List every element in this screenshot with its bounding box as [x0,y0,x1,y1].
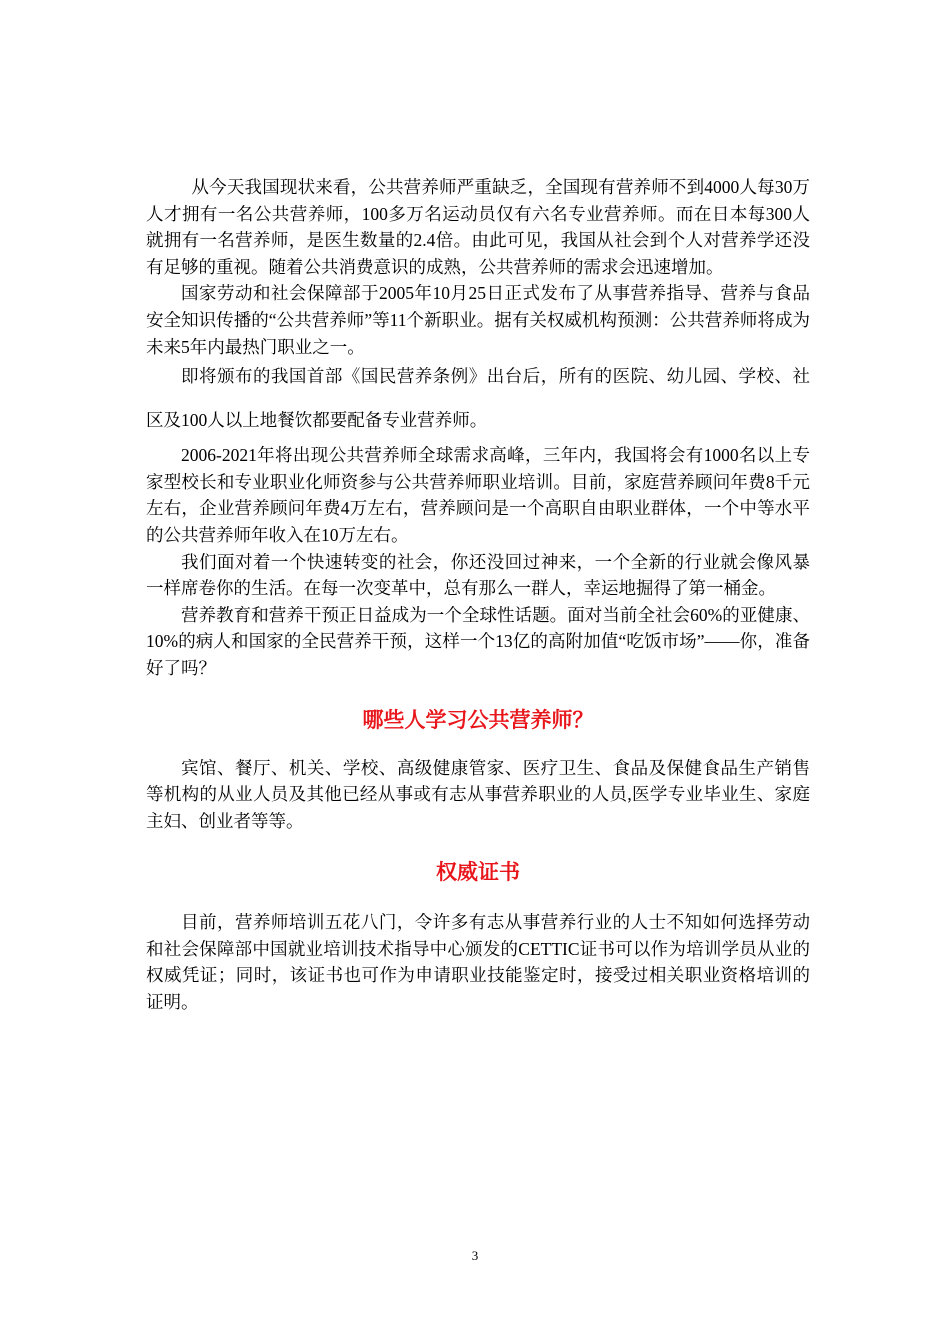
paragraph-demand-peak: 2006-2021年将出现公共营养师全球需求高峰，三年内，我国将会有1000名以上专家型校长和专业职业化师资参与公共营养师职业培训。目前，家庭营养顾问年费8千元左右，企业营养顾问年费4万左右，营养顾问是一个高职自由职业群体，一个中等水平的公共营养师年收入在10万左右。 [146,445,810,545]
paragraph-nutrition-regulation: 即将颁布的我国首部《国民营养条例》出台后，所有的医院、幼儿园、学校、社区及100人以上地餐饮都要配备专业营养师。 [146,366,810,431]
heading-authoritative-certificate: 权威证书 [436,860,520,885]
document-body [146,174,810,1016]
paragraph-changing-society: 我们面对着一个快速转变的社会，你还没回过神来，一个全新的行业就会像风暴一样席卷你的生活。在每一次变革中，总有那么一群人，幸运地掘得了第一桶金。 [146,551,810,599]
paragraph-status-quo: 从今天我国现状来看，公共营养师严重缺乏，全国现有营养师不到4000人每30万人才拥有一名公共营养师，100多万名运动员仅有六名专业营养师。而在日本每300人就拥有一名营养师，是医生数量的2.4倍。由此可见，我国从社会到个人对营养学还没有足够的重视。随着公共消费意识的成熟，公共营养师的需求会迅速增加。 [146,177,810,277]
paragraph-global-topic: 营养教育和营养干预正日益成为一个全球性话题。面对当前全社会60%的亚健康、10%的病人和国家的全民营养干预，这样一个13亿的高附加值“吃饭市场”——你，准备好了吗？ [146,604,810,678]
heading-who-should-learn: 哪些人学习公共营养师？ [362,707,594,732]
paragraph-certificate: 目前，营养师培训五花八门，令许多有志从事营养行业的人士不知如何选择劳动和社会保障部中国就业培训技术指导中心颁发的CETTIC证书可以作为培训学员从业的权威凭证；同时，该证书也可作为申请职业技能鉴定时，接受过相关职业资格培训的证明。 [146,912,810,1013]
page-number: 3 [471,1248,479,1263]
paragraph-new-profession: 国家劳动和社会保障部于2005年10月25日正式发布了从事营养指导、营养与食品安全知识传播的“公共营养师”等11个新职业。据有关权威机构预测：公共营养师将成为未来5年内最热门职业之一。 [146,283,810,357]
paragraph-target-audience: 宾馆、餐厅、机关、学校、高级健康管家、医疗卫生、食品及保健食品生产销售等机构的从业人员及其他已经从事或有志从事营养职业的人员,医学专业毕业生、家庭主妇、创业者等等。 [146,757,810,831]
